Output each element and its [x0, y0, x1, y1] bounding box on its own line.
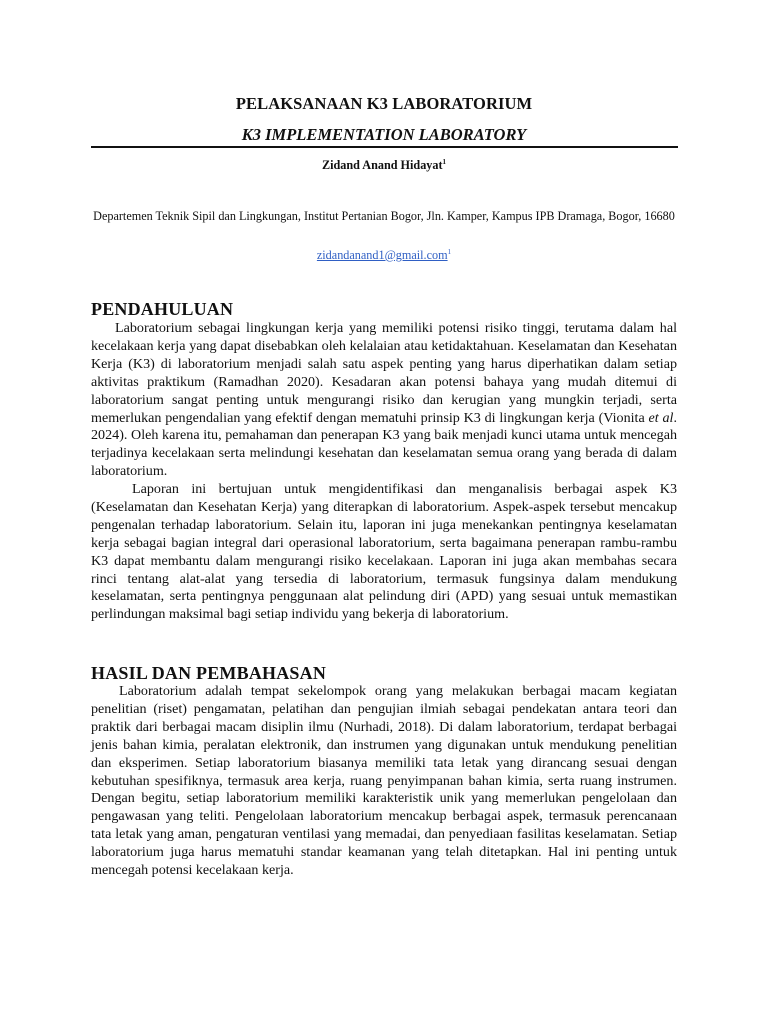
email-superscript: 1 [447, 247, 452, 256]
author-superscript: 1 [442, 157, 447, 166]
paragraph-pendahuluan-1 [91, 320, 677, 481]
section-heading-pendahuluan: PENDAHULUAN [91, 299, 234, 319]
paper-title: PELAKSANAAN K3 LABORATORIUM [235, 94, 533, 113]
paragraph-hasil-1: Laboratorium adalah tempat sekelompok orang yang melakukan berbagai macam kegiatan penelitian (riset) pengamatan, pelatihan dan pengujian ilmiah sebagai pendekatan antara teori dan praktik dari berbagai macam disiplin ilmu (Nurhadi, 2018). Di dalam laboratorium, terdapat berbagai jenis bahan kimia, peralatan elektronik, dan instrumen yang digunakan untuk mendukung penelitian dan eksperimen. Setiap laboratorium biasanya memiliki tata letak yang dirancang sesuai dengan kebutuhan spesifiknya, termasuk area kerja, ruang penyimpanan bahan kimia, serta ruang instrumen. Dengan begitu, setiap laboratorium memiliki karakteristik unik yang memerlukan pengelolaan dan pengawasan yang teliti. Pengelolaan laboratorium mencakup berbagai aspek, termasuk perencanaan tata letak yang aman, pengaturan ventilasi yang memadai, dan penyediaan fasilitas keselamatan. Setiap laboratorium juga harus mematuhi standar keamanan yang telah ditetapkan. Hal ini penting untuk mencegah potensi kecelakaan kerja. [91, 683, 677, 879]
paragraph-pendahuluan-2: Laporan ini bertujuan untuk mengidentifikasi dan menganalisis berbagai aspek K3 (Keselamatan dan Kesehatan Kerja) yang diterapkan di laboratorium. Aspek-aspek tersebut mencakup pengenalan terhadap laboratorium. Selain itu, laporan ini juga menekankan pentingnya keselamatan kerja sebagai bagian integral dari operasional laboratorium, serta bagaimana penerapan rambu-rambu K3 dapat membantu dalam mengurangi risiko kecelakaan. Laporan ini juga akan membahas secara rinci tentang alat-alat yang tersedia di laboratorium, termasuk fungsinya dalam mendukung keselamatan, serta pentingnya penggunaan alat pelindung diri (APD) yang sesuai untuk memastikan perlindungan maksimal bagi setiap individu yang bekerja di laboratorium. [91, 481, 677, 623]
author-name: Zidand Anand Hidayat [321, 158, 443, 172]
section-heading-hasil: HASIL DAN PEMBAHASAN [91, 663, 327, 683]
paragraph-text: . 2024). Oleh karena itu, pemahaman dan penerapan K3 yang baik menjadi kunci utama untuk mencegah terjadinya kecelakaan serta melindungi kesehatan dan keselamatan semua orang yang berada di dalam laboratorium. [91, 409, 677, 480]
email-line [91, 248, 677, 263]
email-link[interactable]: zidandanand1@gmail.com [316, 248, 448, 262]
author-line [91, 158, 677, 173]
paragraph-text: Laboratorium sebagai lingkungan kerja yang memiliki potensi risiko tinggi, terutama dalam hal kecelakaan kerja yang dapat disebabkan oleh kelalaian atau ketidaktahuan. Keselamatan dan Kesehatan Kerja (K3) di laboratorium menjadi salah satu aspek penting yang harus diperhatikan dalam setiap aktivitas praktikum (Ramadhan 2020). Kesadaran akan potensi bahaya yang mudah ditemui di laboratorium sangat penting untuk mengurangi risiko dan kerugian yang mungkin terjadi, serta memerlukan pengendalian yang efektif dengan mematuhi prinsip K3 di lingkungan kerja (Vionita [91, 320, 677, 426]
affiliation: Departemen Teknik Sipil dan Lingkungan, Institut Pertanian Bogor, Jln. Kamper, Kampus IPB Dramaga, Bogor, 16680 [93, 209, 675, 223]
title-rule [91, 146, 678, 148]
italic-citation: et al [648, 409, 674, 426]
paper-subtitle: K3 IMPLEMENTATION LABORATORY [241, 125, 527, 144]
